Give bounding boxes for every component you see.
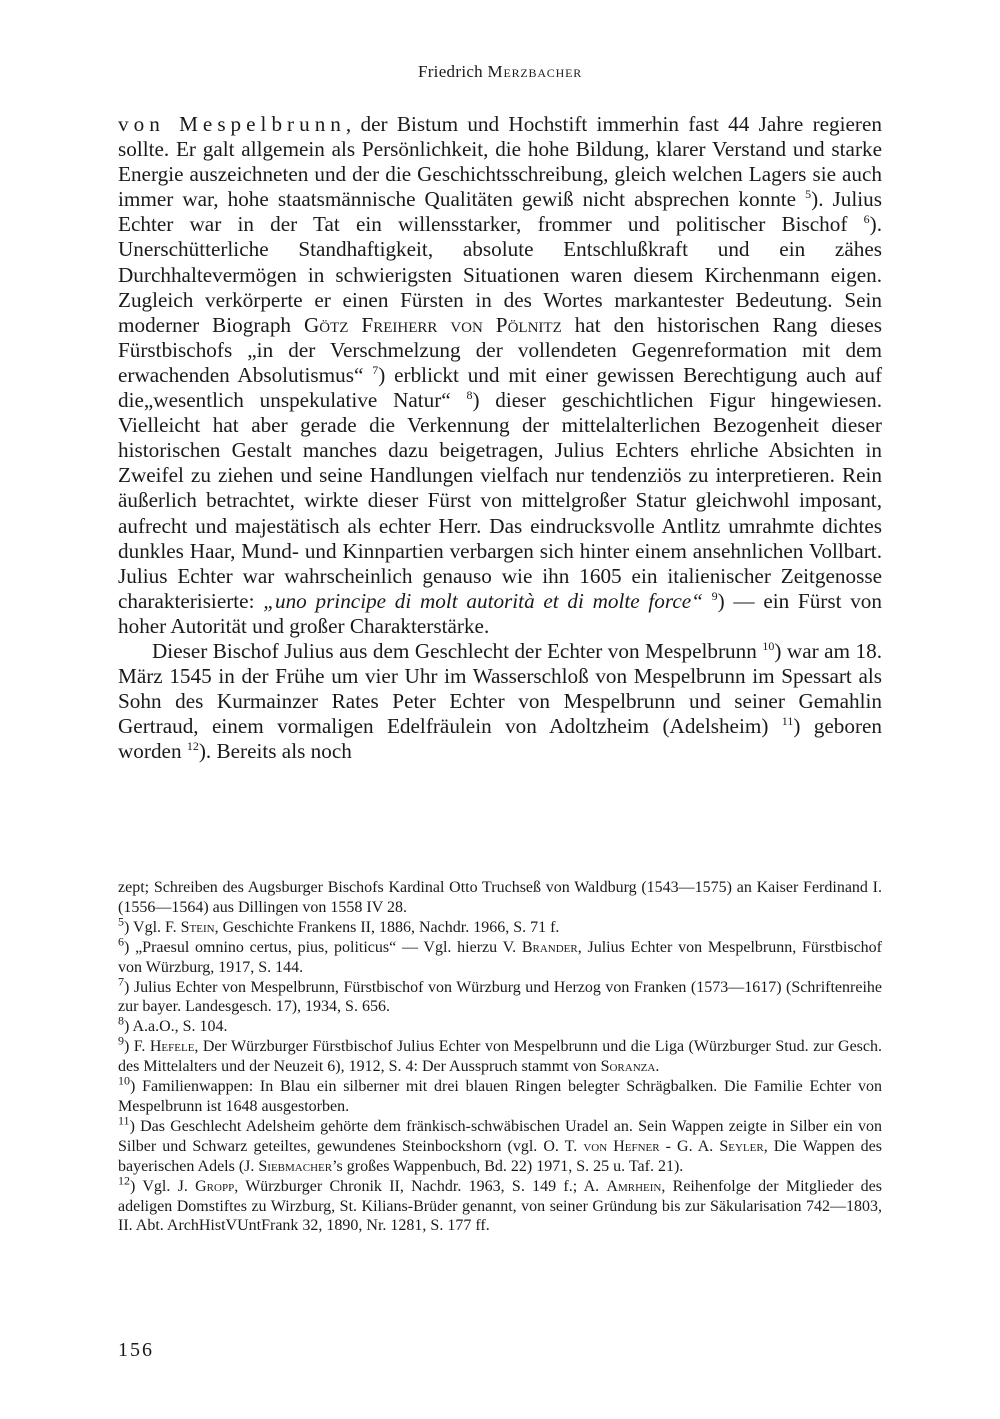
- footnote-8: $^8$) A.a.O., S. 104.: [118, 1014, 228, 1036]
- footnote-ref-10[interactable]: 10: [762, 638, 775, 653]
- footnote-12: $^{12}$) Vgl. J. Gropp, Würzburger Chronik II, Nachdr. 1963, S. 149 f.; A. Amrhein, Reihenfolge der Mitglieder des adeligen Domstiftes zu Wirzburg, St. Kilians-Brüder genannt, von seiner Gründung bis zur Säkularisation 742—1803, II. Abt. ArchHistVUntFrank 32, 1890, Nr. 1281, S. 177 ff.: [118, 1173, 883, 1235]
- footnote-ref-12[interactable]: 12: [186, 739, 199, 754]
- page-number: 156: [118, 1339, 154, 1361]
- footnote-ref-7[interactable]: 7: [372, 362, 379, 377]
- footnote-ref-8[interactable]: 8: [466, 387, 473, 402]
- italian-quote: „uno principe di molt autorità et di molte force“: [263, 588, 703, 613]
- footnotes: [118, 878, 882, 1236]
- paragraph-1: von Mespelbrunn, der Bistum und Hochstift immerhin fast 44 Jahre regieren sollte. Er galt allgemein als Persönlichkeit, die hohe Bildung, klarer Verstand und starke Energie auszeichneten und der die Geschichtsschreibung, gleich welchen Lagers sie auch immer war, hohe staatsmännische Qualitäten gewiß nicht absprechen konnte $^5$). Julius Echter war in der Tat ein willensstarker, frommer und politischer Bischof $^6$). Unerschütterliche Standhaftigkeit, absolute Entschlußkraft und ein zähes Durchhaltevermögen in schwierigsten Situationen waren diesem Kirchenmann eigen. Zugleich verkörperte er einen Fürsten in des Wortes markantester Bedeutung. Sein moderner Biograph Götz Freiherr von Pölnitz hat den historischen Rang dieses Fürstbischofs „in der Verschmelzung der vollendeten Gegenreformation mit dem erwachenden Absolutismus“ $^7$) erblickt und mit einer gewissen Berechtigung auch auf die„wesentlich unspekulative Natur“ $^8$) dieser geschichtlichen Figur hingewiesen. Vielleicht hat aber gerade die Verkennung der mittelalterlichen Bezogenheit dieser historischen Gestalt manches dazu beigetragen, Julius Echters ehrliche Absichten in Zweifel zu ziehen und seine Handlungen vielfach nur tendenziös zu interpretieren. Rein äußerlich betrachtet, wirkte dieser Fürst von mittelgroßer Statur gleichwohl imposant, aufrecht und majestätisch als echter Herr. Das eindrucksvolle Antlitz umrahmte dichtes dunkles Haar, Mund- und Kinnpartien verbargen sich hinter einem ansehnlichen Vollbart. Julius Echter war wahrscheinlich genauso wie ihn 1605 ein italienischer Zeitgenosse charakterisierte: „uno principe di molt autorità et di molte force“ $^9$) — ein Fürst von hoher Autorität und großer Charakterstärke.: [118, 112, 883, 638]
- footnote-5: $^5$) Vgl. F. Stein, Geschichte Frankens II, 1886, Nachdr. 1966, S. 71 f.: [118, 914, 560, 936]
- footnote-ref-9[interactable]: 9: [711, 588, 718, 603]
- footnote-ref-6[interactable]: 6: [863, 212, 870, 227]
- footnote-6: $^6$) „Praesul omnino certus, pius, politicus“ — Vgl. hierzu V. Brander, Julius Echter von Mespelbrunn, Fürstbischof von Würzburg, 1917, S. 144.: [118, 934, 882, 976]
- body-text: [118, 112, 882, 764]
- paragraph-2: Dieser Bischof Julius aus dem Geschlecht der Echter von Mespelbrunn $^{10}$) war am 18. März 1545 in der Frühe um vier Uhr im Wasserschloß von Mespelbrunn im Spessart als Sohn des Kurmainzer Rates Peter Echter von Mespelbrunn und seiner Gemahlin Gertraud, einem vormaligen Edelfräulein von Adoltzheim (Adelsheim) $^{11}$) geboren worden $^{12}$). Bereits als noch: [118, 638, 883, 764]
- footnote-ref-11[interactable]: 11: [781, 714, 794, 729]
- running-header: [0, 62, 1000, 82]
- footnote-9: $^9$) F. Hefele, Der Würzburger Fürstbischof Julius Echter von Mespelbrunn und die Liga (Würzburger Stud. zur Gesch. des Mittelalters und der Neuzeit 6), 1912, S. 4: Der Ausspruch stammt von Soranza.: [118, 1033, 882, 1076]
- author-name: Götz Freiherr von Pölnitz: [303, 312, 562, 337]
- spaced-name: von Mespelbrunn: [118, 112, 346, 136]
- footnote-11: $^{11}$) Das Geschlecht Adelsheim gehörte dem fränkisch-schwäbischen Uradel an. Sein Wappen zeigte in Silber ein von Silber und Schwarz geteiltes, gewundenes Steinbockshorn (vgl. O. T. von Hefner - G. A. Seyler, Die Wappen des bayerischen Adels (J. Siebmacher’s großes Wappenbuch, Bd. 22) 1971, S. 25 u. Taf. 21).: [118, 1113, 882, 1175]
- header-author-last: Merzbacher: [487, 62, 583, 81]
- footnote-7: $^7$) Julius Echter von Mespelbrunn, Fürstbischof von Würzburg und Herzog von Franken (1573—1617) (Schriftenreihe zur bayer. Landesgesch. 17), 1934, S. 656.: [118, 974, 882, 1016]
- footnote-10: $^{10}$) Familienwappen: In Blau ein silberner mit drei blauen Ringen belegter Schrägbalken. Die Familie Echter von Mespelbrunn ist 1648 ausgestorben.: [118, 1073, 882, 1115]
- header-author-first: Friedrich: [417, 62, 483, 81]
- footnote-continuation: zept; Schreiben des Augsburger Bischofs Kardinal Otto Truchseß von Waldburg (1543—1575) an Kaiser Ferdinand I. (1556—1564) aus Dillingen von 1558 IV 28.: [118, 879, 882, 916]
- footnote-ref-5[interactable]: 5: [805, 187, 812, 202]
